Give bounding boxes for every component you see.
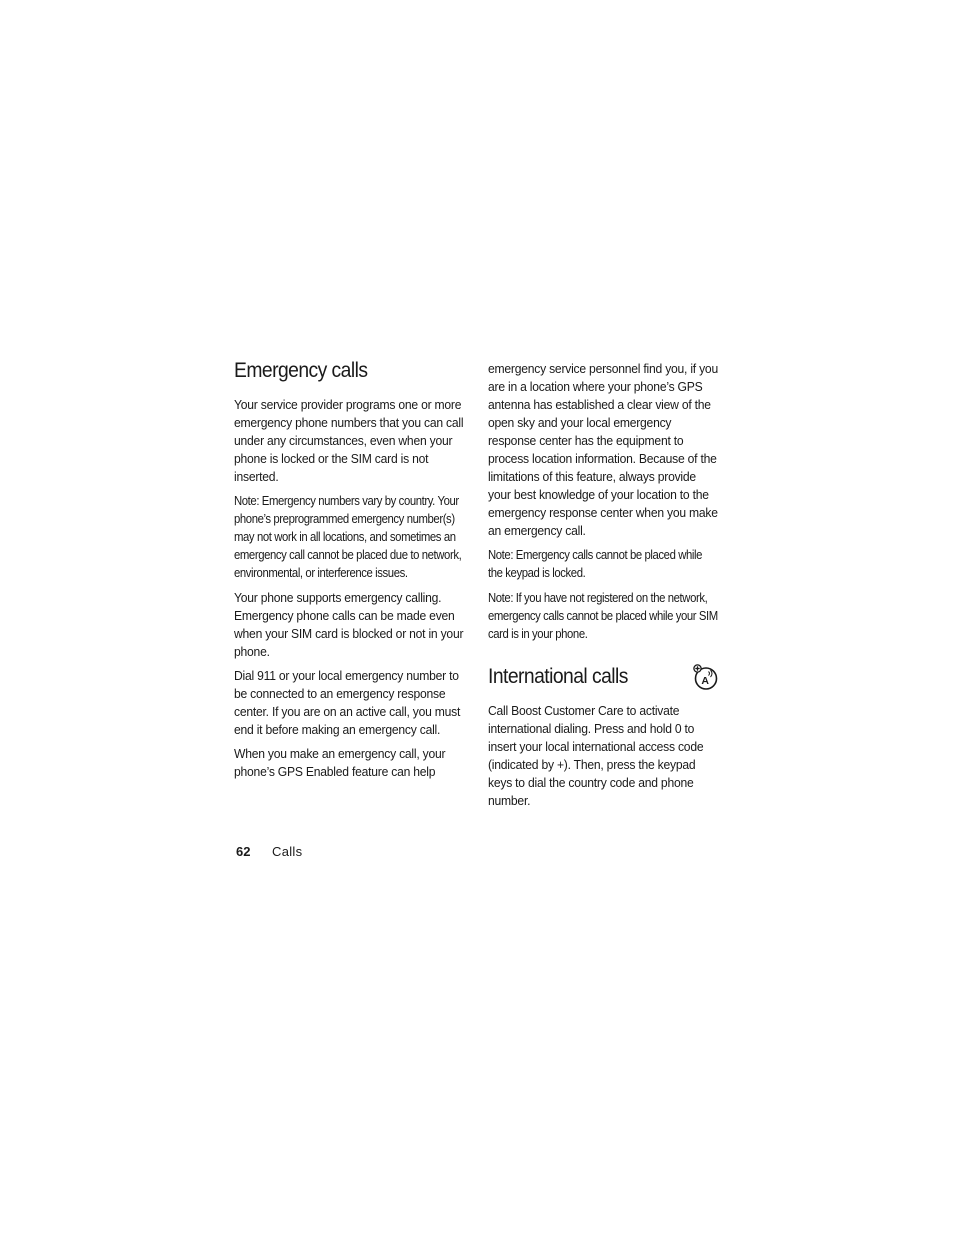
footer-section-name: Calls (272, 844, 303, 859)
right-column (488, 360, 720, 816)
keypad-locked-note: Note: Emergency calls cannot be placed while the keypad is locked. (488, 548, 703, 580)
emergency-calls-heading: Emergency calls (234, 359, 368, 382)
left-column (234, 358, 466, 787)
unregistered-network-note: Note: If you have not registered on the network, emergency calls cannot be placed while your SIM card is in your phone. (488, 591, 718, 641)
page-number: 62 (236, 844, 251, 859)
section-gap (488, 650, 720, 664)
international-calls-heading-row (488, 664, 720, 690)
emergency-support-paragraph: Your phone supports emergency calling. Emergency phone calls can be made even when your SIM card is blocked or not in your phone. (234, 590, 464, 659)
international-calls-heading: International calls (488, 665, 628, 688)
dial-911-paragraph: Dial 911 or your local emergency number to be connected to an emergency response center. If you are on an active call, you must end it before making an emergency call. (234, 668, 461, 737)
gps-paragraph-continued: emergency service personnel find you, if you are in a location where your phone’s GPS antenna has established a clear view of the open sky and your local emergency response center has the equipment to process location information. Because of the limitations of this feature, always provide your best knowledge of your location to the emergency response center when you make an emergency call. (488, 361, 718, 538)
page-footer (236, 843, 302, 861)
svg-text:A: A (701, 675, 709, 687)
emergency-numbers-note: Note: Emergency numbers vary by country. Your phone’s preprogrammed emergency number(s) may not work in all locations, and sometimes an emergency call cannot be placed due to network, environmental, or interference issues. (234, 494, 462, 580)
network-feature-icon (692, 664, 718, 690)
international-calls-paragraph: Call Boost Customer Care to activate international dialing. Press and hold 0 to insert your local international access code (indicated by +). Then, press the keypad keys to dial the country code and phone number. (488, 703, 704, 808)
emergency-intro-paragraph: Your service provider programs one or more emergency phone numbers that you can call under any circumstances, even when your phone is locked or the SIM card is not inserted. (234, 397, 464, 484)
gps-paragraph-start: When you make an emergency call, your phone’s GPS Enabled feature can help (234, 746, 446, 779)
